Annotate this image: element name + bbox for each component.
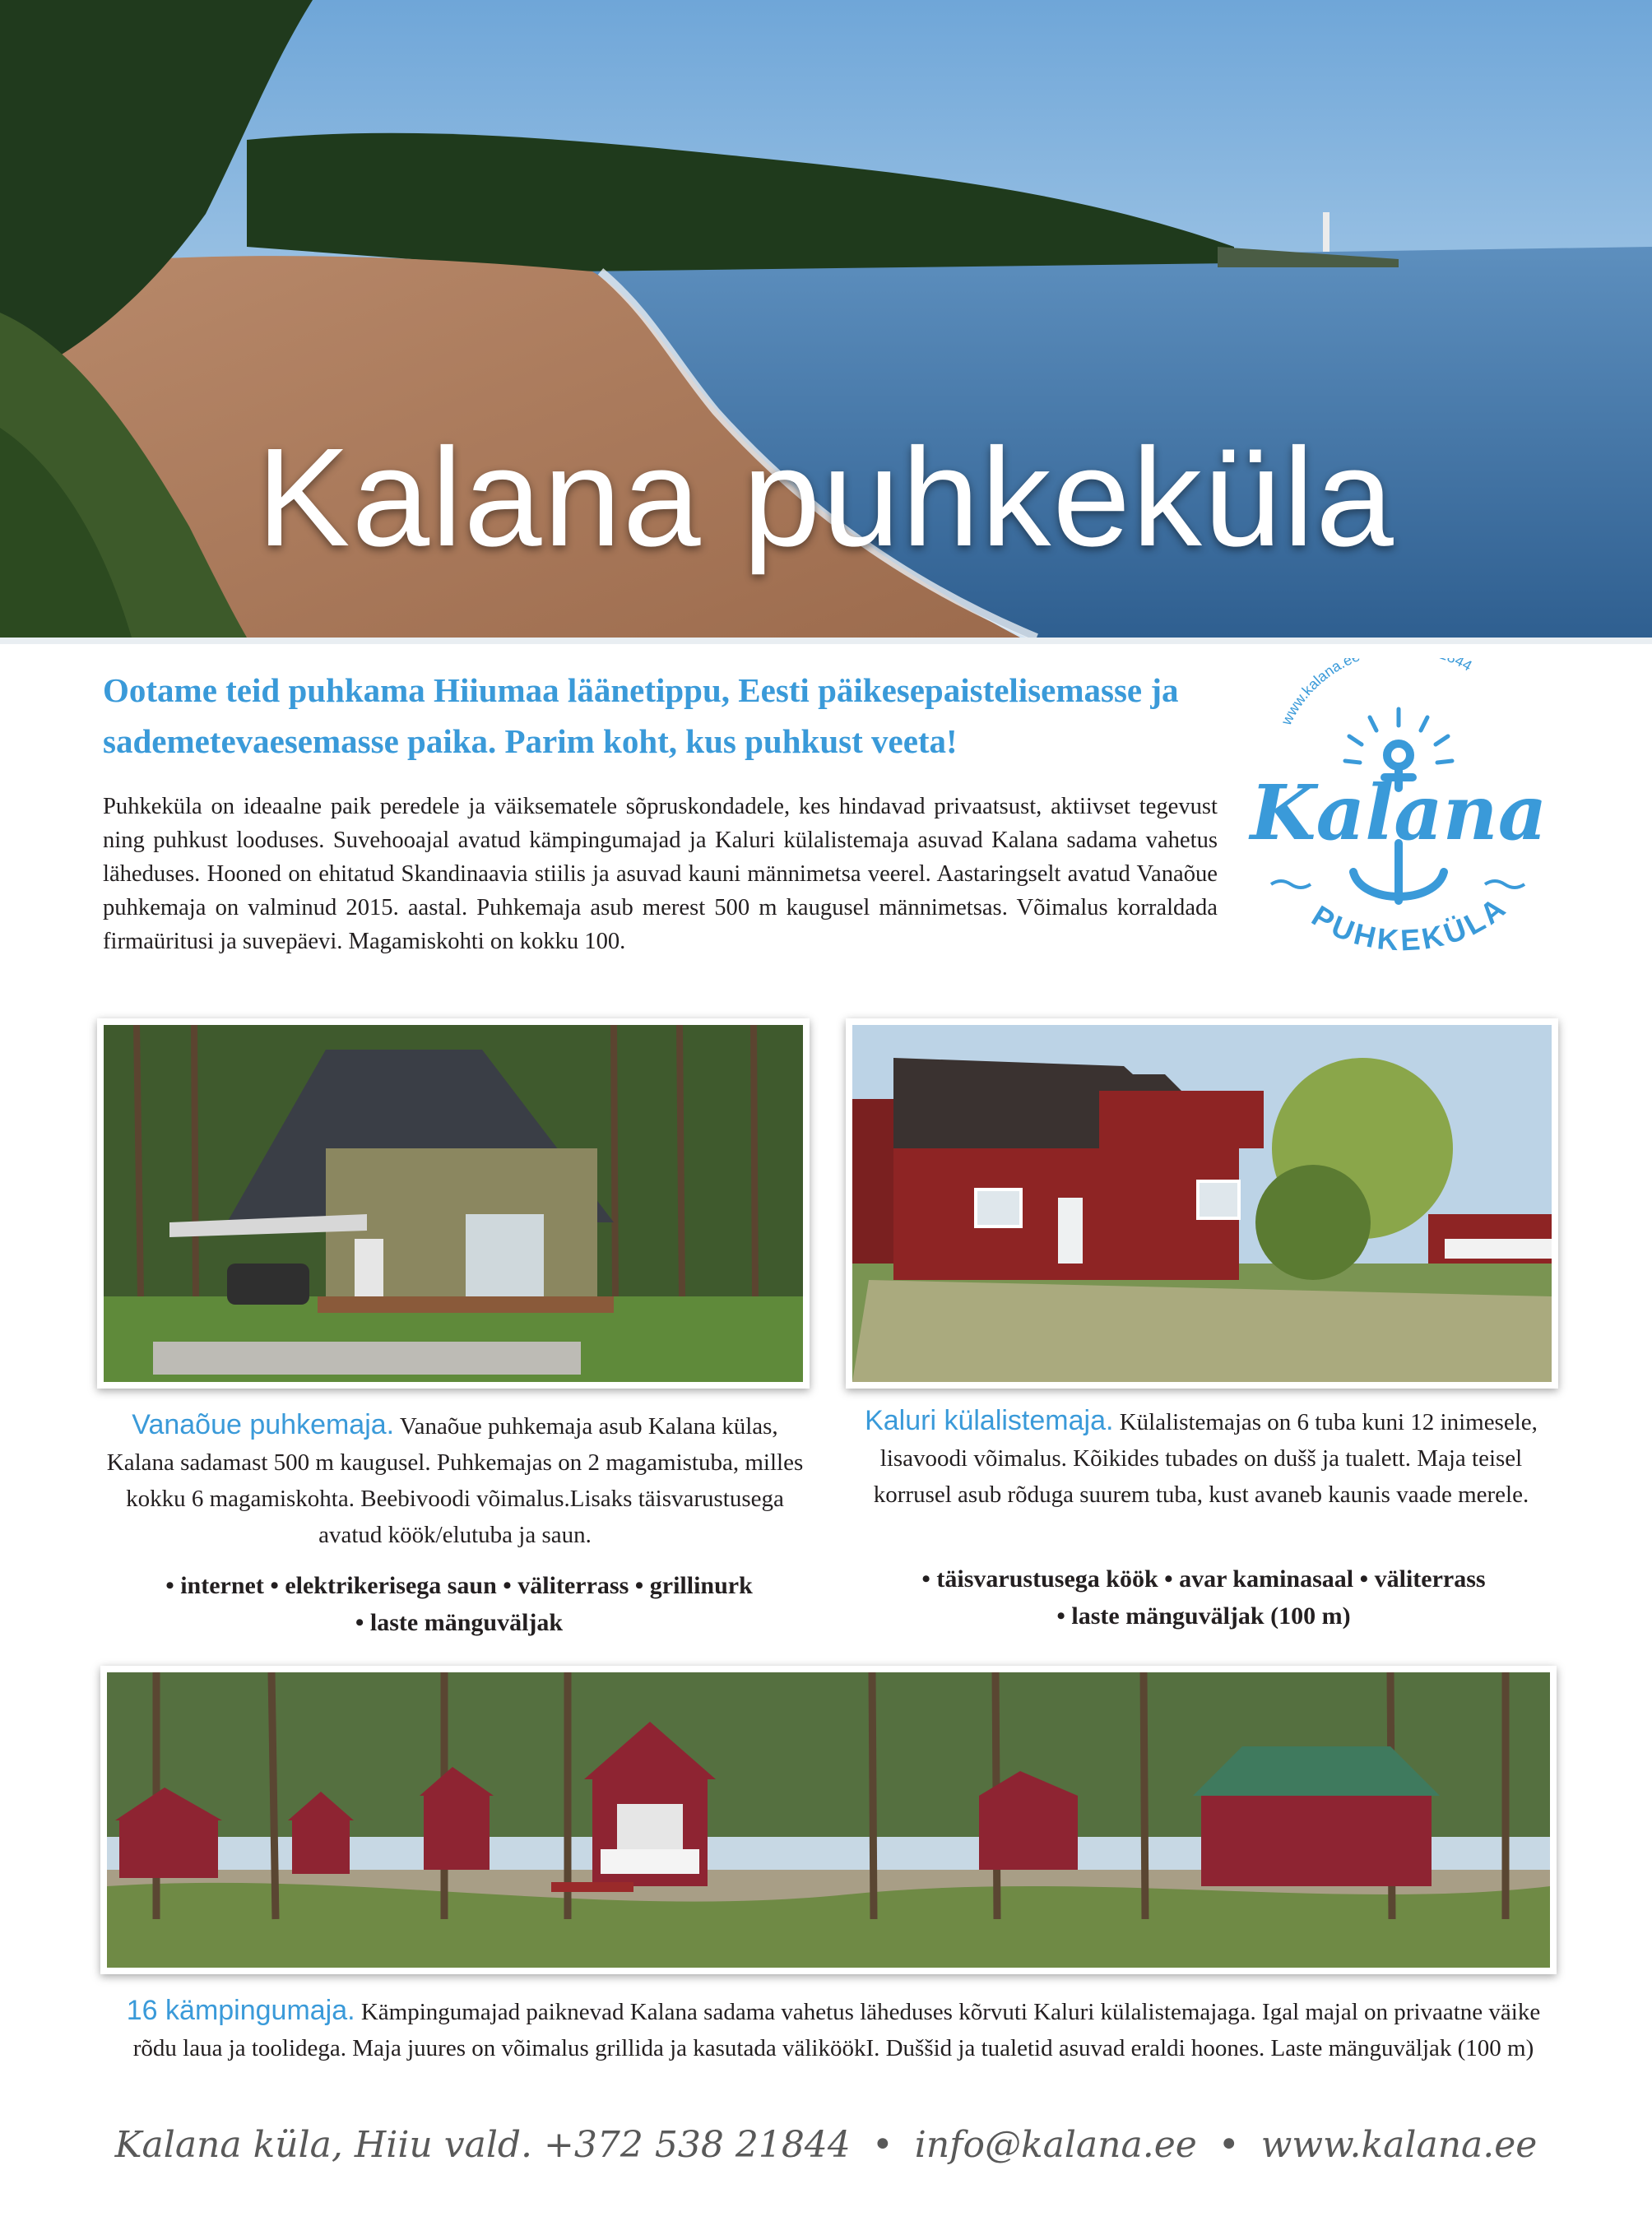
footer-website-link[interactable]: www.kalana.ee <box>1260 2124 1538 2166</box>
features-vanaoue <box>97 1567 821 1641</box>
section-title: Kaluri külalistemaja. <box>865 1405 1114 1436</box>
logo-subtitle: PUHKEKÜLA <box>1306 888 1514 958</box>
features-kaluri <box>846 1560 1562 1635</box>
photo-kaluri-guesthouse <box>846 1018 1558 1389</box>
hero-divider <box>0 638 1652 644</box>
section-camping <box>105 1992 1562 2066</box>
section-vanaoue <box>105 1407 805 1553</box>
hero-title: Kalana puhkeküla <box>257 420 1395 576</box>
photo-camping-cabins <box>100 1666 1557 1974</box>
sun-icon <box>1345 709 1452 763</box>
footer-address: Kalana küla, Hiiu vald. +372 538 21844 <box>114 2124 851 2166</box>
feature-line: • internet • elektrikerisega saun • väliterrass • grillinurk <box>165 1572 753 1599</box>
footer-contact <box>0 2124 1652 2166</box>
section-text: Külalistemajas on 6 tuba kuni 12 inimesele, lisavoodi võimalus. Kõikides tubades on dušš ja tualett. Maja teisel korrusel asub rõduga suurem tuba, kust avaneb kaunis vaade merele. <box>873 1409 1538 1508</box>
footer-separator: • <box>1218 2124 1240 2166</box>
footer-email-link[interactable]: info@kalana.ee <box>914 2124 1197 2166</box>
logo-arc-text: www.kalana.e 44 <box>1278 658 1475 728</box>
footer-separator: • <box>871 2124 893 2166</box>
feature-line: • laste mänguväljak <box>355 1609 564 1636</box>
section-text: Vanaõue puhkemaja asub Kalana külas, Kalana sadamast 500 m kaugusel. Puhkemajas on 2 magamistuba, milles kokku 6 magamiskohta. Beebivoodi võimalus.Lisaks täisvarustusega avatud köök/elutuba ja saun. <box>106 1413 804 1548</box>
section-text: Kämpingumajad paiknevad Kalana sadama vahetus läheduses kõrvuti Kaluri külalistemajaga. Igal majal on privaatne väike rõdu laua ja toolidega. Maja juures on võimalus grillida ja kasutada väliköökI. Duššid ja tualetid asuvad eraldi hoones. Laste mänguväljak (100 m) <box>132 1999 1541 2061</box>
intro-text: Puhkeküla on ideaalne paik peredele ja väiksematele sõpruskondadele, kes hindavad privaatsust, aktiivset tegevust ning puhkust looduses. Suvehooajal avatud kämpingumajad ja Kaluri külalistemaja asuvad Kalana sadama vahetus läheduses. Hooned on ehitatud Skandinaavia stiilis ja asuvad kauni männimetsa veerel. Aastaringselt avatud Vanaõue puhkemaja on valminud 2015. aastal. Puhkemaja asub merest 500 m kaugusel männimetsas. Võimalus korraldada firmaüritusi ja suvepäevi. Magamiskohti on kokku 100. <box>103 794 1218 954</box>
feature-line: • täisvarustusega köök • avar kaminasaal • väliterrass <box>921 1565 1486 1593</box>
section-title: 16 kämpingumaja. <box>126 1995 355 2026</box>
photo-vanaoue-house <box>97 1018 810 1389</box>
feature-line: • laste mänguväljak (100 m) <box>1056 1602 1351 1630</box>
intro-headline: Ootame teid puhkama Hiiumaa läänetippu, Eesti päikesepaistelisemasse ja sademetevaesemasse paika. Parim koht, kus puhkust veeta! <box>103 671 1179 760</box>
section-title: Vanaõue puhkemaja. <box>132 1409 395 1440</box>
logo-name: Kalana <box>1250 768 1548 857</box>
section-kaluri <box>847 1403 1555 1513</box>
kalana-logo <box>1238 658 1559 971</box>
